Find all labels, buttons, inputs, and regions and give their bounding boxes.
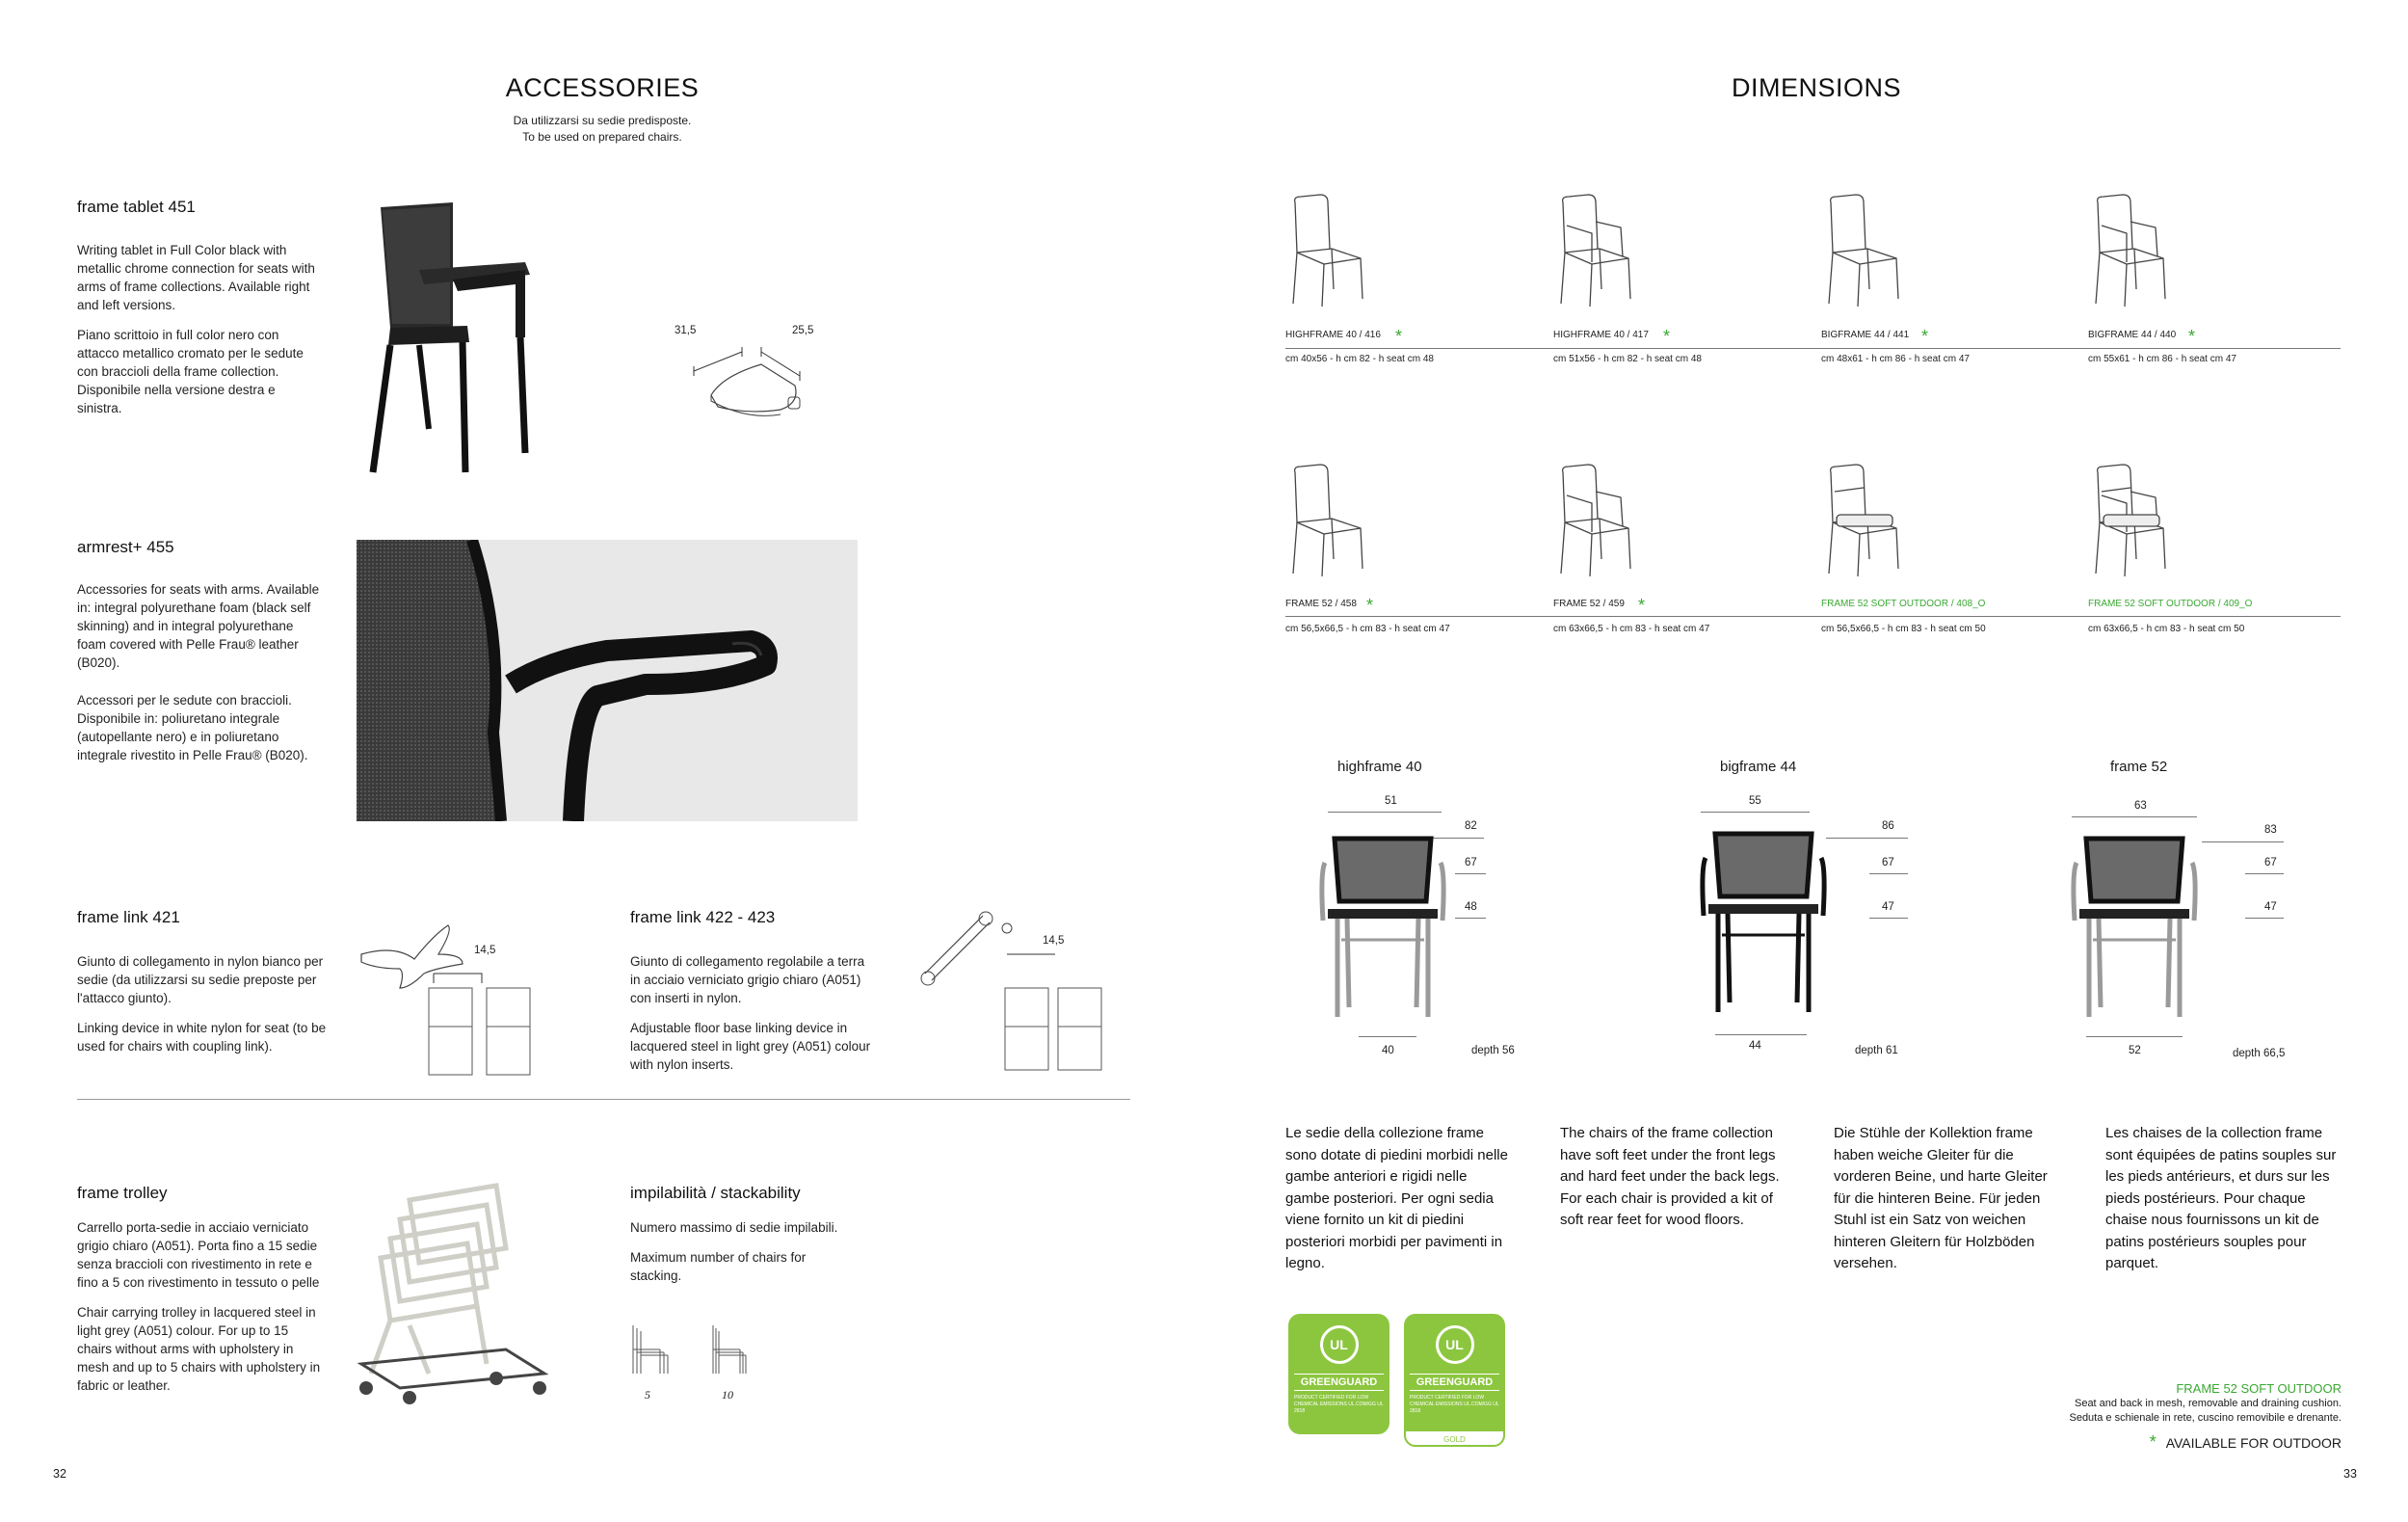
outdoor-star-icon: * — [1663, 327, 1671, 346]
outdoor-note-it: Seduta e schienale in rete, cuscino removibile e drenante. — [2069, 1412, 2342, 1424]
outdoor-note — [2004, 1380, 2342, 1451]
chair-model-name: FRAME 52 SOFT OUTDOOR / 408_O — [1821, 599, 1986, 609]
ul-logo-icon: UL — [1320, 1325, 1359, 1364]
link421-title: frame link 421 — [77, 908, 180, 926]
greenguard-label: GREENGUARD — [1410, 1374, 1499, 1391]
greenguard-badge — [1288, 1314, 1389, 1434]
right-page-title: DIMENSIONS — [1731, 73, 1902, 102]
front-height-1: 82 — [1465, 820, 1477, 832]
front-height-2: 67 — [1882, 857, 1894, 868]
front-view-frame52 — [2067, 757, 2298, 1065]
front-width: 51 — [1385, 795, 1397, 807]
front-base-line — [2086, 1036, 2183, 1037]
armrest-text-en: Accessories for seats with arms. Available in: integral polyurethane foam (black self skinning) and in integral polyurethane foam covered with Pelle Frau® leather (B020). — [77, 582, 320, 670]
trolley-image — [352, 1181, 559, 1407]
stack-text — [630, 1218, 852, 1296]
front-base-line — [1715, 1034, 1807, 1035]
front-height-3: 47 — [2264, 901, 2277, 913]
left-section-divider — [77, 1099, 1130, 1100]
row2-divider — [1285, 616, 2341, 617]
front-width-line — [2072, 816, 2197, 817]
greenguard-gold-badge — [1404, 1314, 1505, 1447]
outdoor-star-icon: * — [2188, 327, 2196, 346]
front-height-1: 83 — [2264, 824, 2277, 836]
link422-text-en: Adjustable floor base linking device in lacquered steel in light grey (A051) colour with nylon inserts. — [630, 1021, 871, 1072]
front-base-line — [1359, 1036, 1416, 1037]
armrest-photo — [357, 540, 858, 821]
stack-title: impilabilità / stackability — [630, 1184, 801, 1202]
link421-text — [77, 952, 332, 1067]
armrest-photo-drawing — [357, 540, 858, 821]
link421-drawing — [357, 916, 549, 1080]
chair-dimensions: cm 51x56 - h cm 82 - h seat cm 48 — [1553, 354, 1702, 364]
front-height-2: 67 — [1465, 857, 1477, 868]
front-height-3: 47 — [1882, 901, 1894, 913]
front-width-line — [1701, 812, 1810, 813]
trolley-text-en: Chair carrying trolley in lacquered steel in light grey (A051) colour. For up to 15 chairs without arms with upholstery in mesh and up to 5 chairs with upholstery in fabric or leather. — [77, 1305, 321, 1393]
outdoor-note-en: Seat and back in mesh, removable and draining cushion. — [2074, 1398, 2342, 1409]
link421-text-it: Giunto di collegamento in nylon bianco per sedie (da utilizzarsi su sedie preposte per l'attacco giunto). — [77, 954, 324, 1005]
front-base: 52 — [2129, 1045, 2141, 1056]
front-height-1-line — [2202, 841, 2284, 842]
stack-icon-10 — [711, 1321, 750, 1378]
chair-model-name: FRAME 52 / 459 — [1553, 599, 1625, 609]
right-page-number: 33 — [2343, 1467, 2357, 1481]
feet-paragraph-en: The chairs of the frame collection have soft feet under the front legs and hard feet under the back legs. For each chair is provided a kit of soft rear feet for wood floors. — [1560, 1125, 1780, 1228]
chair-dimensions: cm 56,5x66,5 - h cm 83 - h seat cm 50 — [1821, 624, 1986, 634]
front-view-title: highframe 40 — [1337, 759, 1422, 775]
front-height-3-line — [1455, 918, 1486, 919]
front-height-2-line — [2245, 873, 2284, 874]
front-chair-image — [1320, 834, 1445, 1027]
tablet-text — [77, 241, 323, 429]
outdoor-star-icon: * — [1366, 596, 1374, 615]
chair-model-name: BIGFRAME 44 / 441 — [1821, 330, 1910, 340]
tablet-dim-b: 25,5 — [792, 325, 814, 336]
chair-sketch — [2088, 463, 2170, 578]
outdoor-star-icon: * — [1921, 327, 1929, 346]
link422-dim: 14,5 — [1043, 935, 1065, 947]
tablet-text-it: Piano scrittoio in full color nero con attacco metallico cromato per le sedute con braccioli della frame collection. Disponibile nella versione destra e sinistra. — [77, 328, 304, 415]
link422-text — [630, 952, 871, 1085]
left-page-subtitle — [443, 113, 761, 146]
chair-dimensions: cm 63x66,5 - h cm 83 - h seat cm 47 — [1553, 624, 1710, 634]
chair-sketch — [1553, 463, 1635, 578]
chair-model-name: HIGHFRAME 40 / 416 — [1285, 330, 1381, 340]
ul-logo-icon: UL — [1436, 1325, 1474, 1364]
chair-sketch — [1285, 193, 1367, 308]
feet-paragraph-fr: Les chaises de la collection frame sont équipées de patins souples sur les pieds antérieurs, et durs sur les pieds postérieurs. Pour chaque chaise nous fournissons un kit de patins postérieurs souples pour parquet. — [2105, 1125, 2337, 1271]
front-view-bigframe — [1701, 757, 1913, 1065]
outdoor-star-icon: * — [1395, 327, 1403, 346]
chair-model-name: BIGFRAME 44 / 440 — [2088, 330, 2177, 340]
chair-model-name: HIGHFRAME 40 / 417 — [1553, 330, 1649, 340]
armrest-text-it: Accessori per le sedute con braccioli. Disponibile in: poliuretano integrale (autopellante nero) e in poliuretano integrale rivestito in Pelle Frau® (B020). — [77, 693, 308, 762]
front-height-3: 48 — [1465, 901, 1477, 913]
feet-paragraph-it: Le sedie della collezione frame sono dotate di piedini morbidi nelle gambe anteriori e rigidi nelle gambe posteriori. Per ogni sedia viene fornito un kit di piedini posteriori morbidi per pavimenti in legno. — [1285, 1125, 1508, 1271]
front-width-line — [1328, 812, 1442, 813]
trolley-title: frame trolley — [77, 1184, 168, 1202]
left-page-title: ACCESSORIES — [505, 73, 700, 102]
front-chair-image — [2067, 834, 2202, 1027]
front-height-3-line — [2245, 918, 2284, 919]
front-chair-image — [1701, 824, 1826, 1027]
chair-dimensions: cm 55x61 - h cm 86 - h seat cm 47 — [2088, 354, 2236, 364]
tablet-text-en: Writing tablet in Full Color black with metallic chrome connection for seats with arms of frame collections. Available right and left versions. — [77, 243, 315, 312]
tablet-chair-image — [361, 202, 583, 482]
row1-divider — [1285, 348, 2341, 349]
stack-icon-5 — [631, 1321, 670, 1378]
front-base: 44 — [1749, 1040, 1761, 1052]
trolley-text-it: Carrello porta-sedie in acciaio verniciato grigio chiaro (A051). Porta fino a 15 sedie senza braccioli con rivestimento in rete e fino a 5 con rivestimento in tessuto o pelle — [77, 1220, 320, 1290]
chair-sketch — [1553, 193, 1635, 308]
stack-number-10: 10 — [722, 1388, 733, 1402]
outdoor-star-icon: * — [1638, 596, 1646, 615]
chair-sketch — [1821, 193, 1903, 308]
front-depth: depth 66,5 — [2233, 1048, 2286, 1059]
left-page-number: 32 — [53, 1467, 66, 1481]
subtitle-it: Da utilizzarsi su sedie predisposte. — [513, 114, 692, 127]
armrest-text — [77, 580, 323, 776]
chair-dimensions: cm 56,5x66,5 - h cm 83 - h seat cm 47 — [1285, 624, 1450, 634]
chair-model-name: FRAME 52 / 458 — [1285, 599, 1357, 609]
front-view-highframe — [1320, 757, 1532, 1065]
front-depth: depth 61 — [1855, 1045, 1898, 1056]
greenguard-cert: PRODUCT CERTIFIED FOR LOW CHEMICAL EMISSIONS UL.COM/GG UL 2818 — [1294, 1395, 1384, 1414]
tablet-title: frame tablet 451 — [77, 198, 196, 216]
available-outdoor-label: AVAILABLE FOR OUTDOOR — [2165, 1435, 2342, 1451]
front-depth: depth 56 — [1471, 1045, 1515, 1056]
link422-title: frame link 422 - 423 — [630, 908, 776, 926]
greenguard-label: GREENGUARD — [1294, 1374, 1384, 1391]
front-height-1: 86 — [1882, 820, 1894, 832]
front-height-1-line — [1826, 838, 1908, 839]
outdoor-note-title: FRAME 52 SOFT OUTDOOR — [2176, 1381, 2342, 1396]
chair-dimensions: cm 48x61 - h cm 86 - h seat cm 47 — [1821, 354, 1970, 364]
front-base: 40 — [1382, 1045, 1394, 1056]
chair-sketch — [1285, 463, 1367, 578]
front-width: 55 — [1749, 795, 1761, 807]
chair-sketch — [1821, 463, 1903, 578]
available-outdoor — [2004, 1432, 2342, 1452]
greenguard-cert: PRODUCT CERTIFIED FOR LOW CHEMICAL EMISSIONS UL.COM/GG UL 2818 — [1410, 1395, 1499, 1414]
greenguard-gold-label: GOLD — [1404, 1429, 1505, 1447]
front-width: 63 — [2134, 800, 2147, 812]
chair-dimensions: cm 63x66,5 - h cm 83 - h seat cm 50 — [2088, 624, 2245, 634]
stack-text-it: Numero massimo di sedie impilabili. — [630, 1220, 838, 1235]
link421-text-en: Linking device in white nylon for seat (to be used for chairs with coupling link). — [77, 1021, 327, 1054]
link421-dim: 14,5 — [474, 945, 496, 956]
stack-text-en: Maximum number of chairs for stacking. — [630, 1250, 807, 1283]
front-height-2: 67 — [2264, 857, 2277, 868]
tablet-dim-a: 31,5 — [675, 325, 697, 336]
chair-sketch — [2088, 193, 2170, 308]
front-height-2-line — [1869, 873, 1908, 874]
front-height-3-line — [1869, 918, 1908, 919]
chair-model-name: FRAME 52 SOFT OUTDOOR / 409_O — [2088, 599, 2253, 609]
link422-drawing — [911, 901, 1103, 1075]
subtitle-en: To be used on prepared chairs. — [522, 130, 682, 144]
feet-paragraph-de: Die Stühle der Kollektion frame haben weiche Gleiter für die vorderen Beine, und harte Gleiter für die hinteren Beine. Für jeden Stuhl ist ein Satz von weichen hinteren Gleitern für Holzböden versehen. — [1834, 1125, 2048, 1271]
outdoor-star-icon: * — [2149, 1432, 2157, 1452]
stack-number-5: 5 — [645, 1388, 650, 1402]
trolley-text — [77, 1218, 323, 1406]
front-height-2-line — [1455, 873, 1486, 874]
armrest-title: armrest+ 455 — [77, 538, 174, 556]
front-view-title: bigframe 44 — [1720, 759, 1797, 775]
link422-text-it: Giunto di collegamento regolabile a terra in acciaio verniciato grigio chiaro (A051) con inserti in nylon. — [630, 954, 865, 1005]
chair-dimensions: cm 40x56 - h cm 82 - h seat cm 48 — [1285, 354, 1434, 364]
front-view-title: frame 52 — [2110, 759, 2168, 775]
